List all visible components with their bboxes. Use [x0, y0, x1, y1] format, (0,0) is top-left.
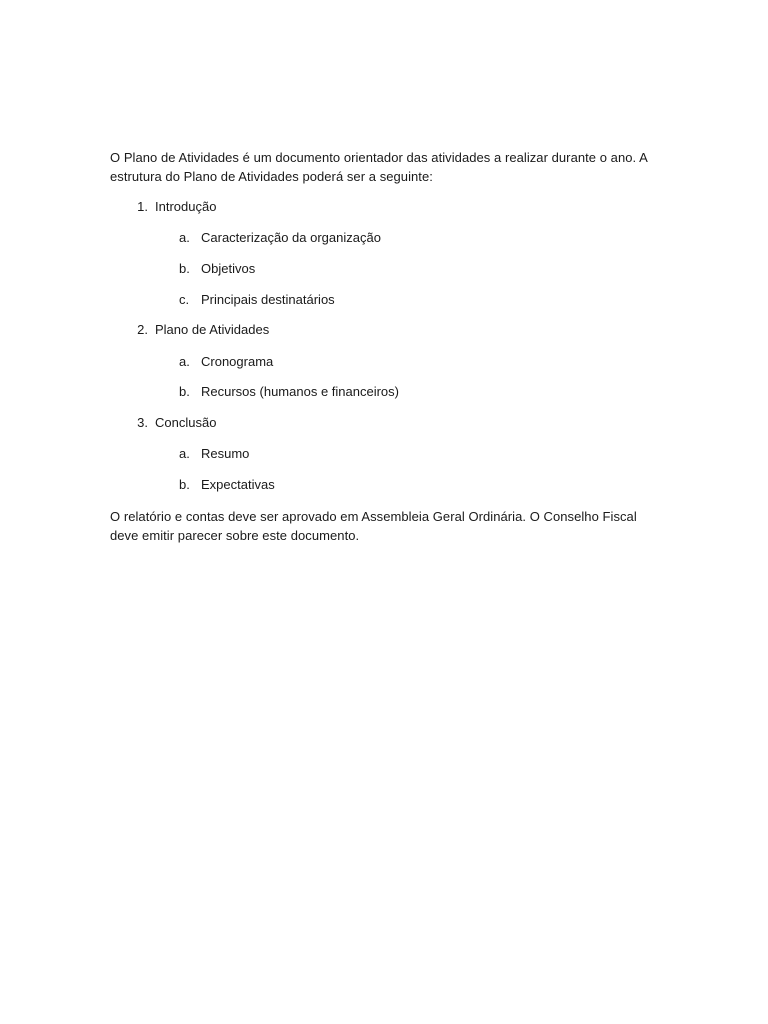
list-item-label: Recursos (humanos e financeiros) [201, 384, 399, 399]
list-marker: b. [179, 384, 190, 399]
list-item-label: Cronograma [201, 354, 274, 369]
list-item-label: Objetivos [201, 261, 256, 276]
list-marker: b. [179, 477, 190, 492]
list-item-label: Introdução [155, 199, 217, 214]
list-marker: b. [179, 261, 190, 276]
intro-paragraph: O Plano de Atividades é um documento orientador das atividades a realizar durante o ano. A estrutura do Plano de Atividades poderá ser a seguinte: [110, 150, 648, 184]
list-item-label: Resumo [201, 446, 250, 461]
list-item-label: Conclusão [155, 415, 217, 430]
list-marker: c. [179, 292, 190, 307]
list-marker: 1. [137, 199, 148, 214]
list-marker: a. [179, 230, 190, 245]
list-item-label: Caracterização da organização [201, 230, 381, 245]
list-marker: 2. [137, 322, 148, 337]
list-marker: a. [179, 446, 190, 461]
list-marker: a. [179, 354, 190, 369]
list-marker: 3. [137, 415, 148, 430]
list-item-label: Plano de Atividades [155, 322, 270, 337]
list-item-label: Principais destinatários [201, 292, 335, 307]
list-item-label: Expectativas [201, 477, 275, 492]
closing-paragraph: O relatório e contas deve ser aprovado em Assembleia Geral Ordinária. O Conselho Fiscal deve emitir parecer sobre este documento. [110, 509, 637, 543]
